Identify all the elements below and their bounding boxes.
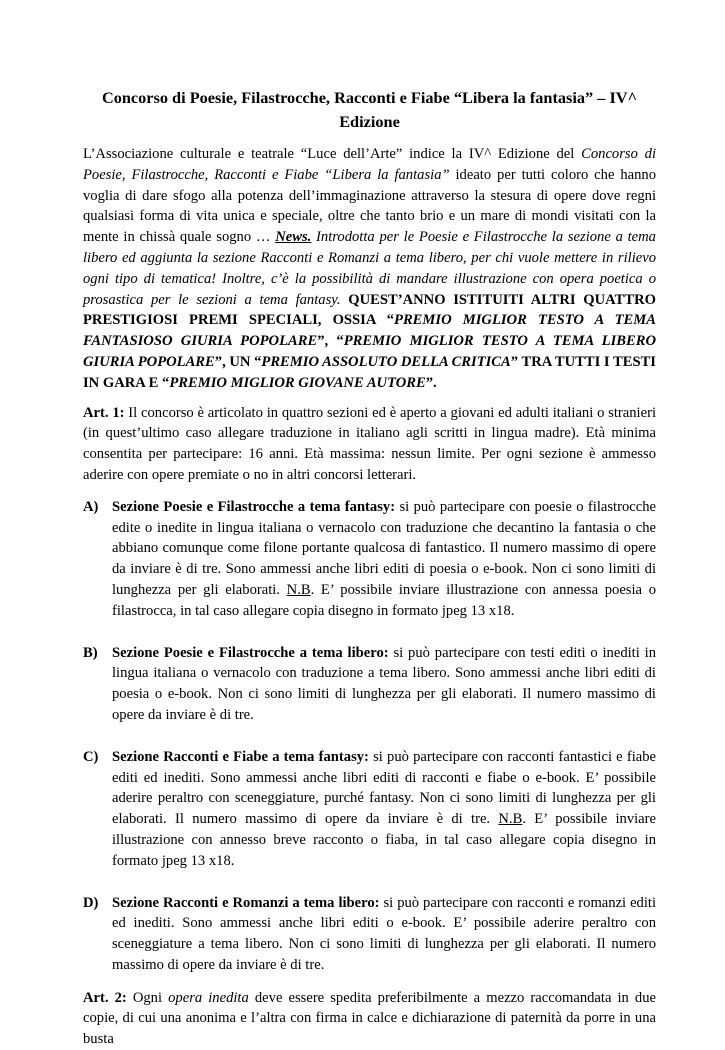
section-text: si può partecipare con testi editi o inediti in lingua italiana o vernacolo con traduzione a tema libero. Sono ammessi anche libri editi di poesia o e-book. Non ci sono limiti di lunghezza per gli elaborati. Il numero massimo di opere da inviare è di tre.: [112, 644, 656, 723]
prizes-text-d: ” TRA TUTTI I TESTI IN GARA E “: [83, 353, 656, 391]
article-1-text: Il concorso è articolato in quattro sezioni ed è aperto a giovani ed adulti italiani o stranieri (in quest’ultimo caso allegare traduzione in italiano agli scritti in lingua madre). Età minima consentita per partecipare: 16 anni. Età massima: nessun limite. Per ogni sezione è ammesso aderire con opere premiate o no in altri concorsi letterari.: [83, 404, 656, 483]
article-2-text-2: deve essere spedita preferibilmente a mezzo raccomandata in due copie, di cui una anonima e l’altra con firma in calce e dichiarazione di paternità da porre in una busta: [83, 989, 657, 1048]
article-2: [83, 988, 656, 1050]
section-d: [83, 893, 656, 976]
intro-paragraph: [83, 144, 656, 394]
prizes-text-a: QUEST’ANNO ISTITUITI ALTRI QUATTRO PRESTIGIOSI PREMI SPECIALI, OSSIA “: [83, 291, 656, 329]
section-letter: B): [83, 644, 98, 661]
intro-text-1: L’Associazione culturale e teatrale “Luce dell’Arte” indice la IV^ Edizione del: [83, 146, 582, 162]
section-c: [83, 747, 656, 872]
nb-label: N.B: [286, 581, 311, 598]
prizes-text-b: ”, “: [317, 333, 344, 350]
prize-4: PREMIO MIGLIOR GIOVANE AUTORE: [169, 374, 426, 391]
contest-name: Concorso di Poesie, Filastrocche, Racconti e Fiabe “Libera la fantasia”: [83, 146, 657, 183]
nb-label: N.B: [498, 811, 523, 828]
prizes-text-c: ”, UN “: [214, 353, 262, 370]
section-letter: C): [83, 748, 99, 765]
section-text: si può partecipare con poesie o filastrocche edite o inedite in lingua italiana o vernacolo con traduzione che decantino la fantasia o che abbiano comunque come filone portante qualcosa di fantastico. Il numero massimo di opere da inviare è di tre. Sono ammessi anche libri editi di poesia o e-book. Non ci sono limiti di lunghezza per gli elaborati.: [112, 498, 656, 598]
article-1: [83, 403, 656, 486]
news-text: Introdotta per le Poesie e Filastrocche la sezione a tema libero ed aggiunta la sezione Racconti e Romanzi a tema libero, per chi vuole mettere in rilievo ogni tipo di tematica! Inoltre, c’è la possibilità di mandare illustrazione con opera poetica o prosastica per le sezioni a tema fantasy.: [83, 229, 656, 308]
sections-list: [83, 497, 656, 976]
article-2-text-1: Ogni: [126, 989, 169, 1006]
section-heading: Sezione Poesie e Filastrocche a tema libero:: [112, 644, 389, 661]
section-text: si può partecipare con racconti fantastici e fiabe editi ed inediti. Sono ammessi anche libri editi di racconti e fiabe o e-book. E’ possibile aderire peraltro con sceneggiature, purché fantasy. Non ci sono limiti di lunghezza per gli elaborati. Il numero massimo di opere da inviare è di tre.: [112, 748, 656, 828]
intro-text-2: ideato per tutti coloro che hanno voglia di dare sfogo alla potenza dell’immaginazione attraverso la stesura di opere dove regni qualsiasi forma di vita unica e speciale, oltre che tanto brio e un mare di mondi visitati con la mente in chissà quale sogno …: [83, 166, 656, 246]
section-letter: A): [83, 498, 99, 515]
section-heading: Sezione Racconti e Fiabe a tema fantasy:: [112, 748, 369, 765]
document-page: [83, 0, 656, 1050]
nb-text: . E’ possibile inviare illustrazione con annessa poesia o filastrocca, in tal caso allegare copia disegno in formato jpeg 13 x18.: [112, 581, 657, 619]
article-1-label: Art. 1:: [83, 404, 125, 421]
section-heading: Sezione Racconti e Romanzi a tema libero:: [112, 894, 380, 911]
section-b: [83, 643, 656, 726]
prizes-text-e: ”.: [425, 374, 437, 391]
prize-3: PREMIO ASSOLUTO DELLA CRITICA: [261, 353, 511, 370]
section-a: [83, 497, 656, 622]
section-heading: Sezione Poesie e Filastrocche a tema fantasy:: [112, 498, 396, 515]
document-title: Concorso di Poesie, Filastrocche, Racconti e Fiabe “Libera la fantasia” – IV^ Edizione: [101, 88, 638, 131]
section-letter: D): [83, 894, 99, 911]
news-label: News.: [275, 229, 312, 246]
prize-2: PREMIO MIGLIOR TESTO A TEMA LIBERO GIURIA POPOLARE: [83, 333, 657, 370]
article-2-italic: opera inedita: [168, 989, 249, 1006]
prize-1: PREMIO MIGLIOR TESTO A TEMA FANTASIOSO GIURIA POPOLARE: [83, 312, 656, 350]
section-text: si può partecipare con racconti e romanzi editi ed inediti. Sono ammessi anche libri editi o e-book. E’ possibile aderire peraltro con sceneggiature a tema libero. Non ci sono limiti di lunghezza per gli elaborati. Il numero massimo di opere da inviare è di tre.: [112, 894, 657, 973]
nb-text: . E’ possibile inviare illustrazione con annesso breve racconto o fiaba, in tal caso allegare copia disegno in formato jpeg 13 x18.: [112, 811, 656, 869]
article-2-label: Art. 2:: [83, 989, 127, 1006]
